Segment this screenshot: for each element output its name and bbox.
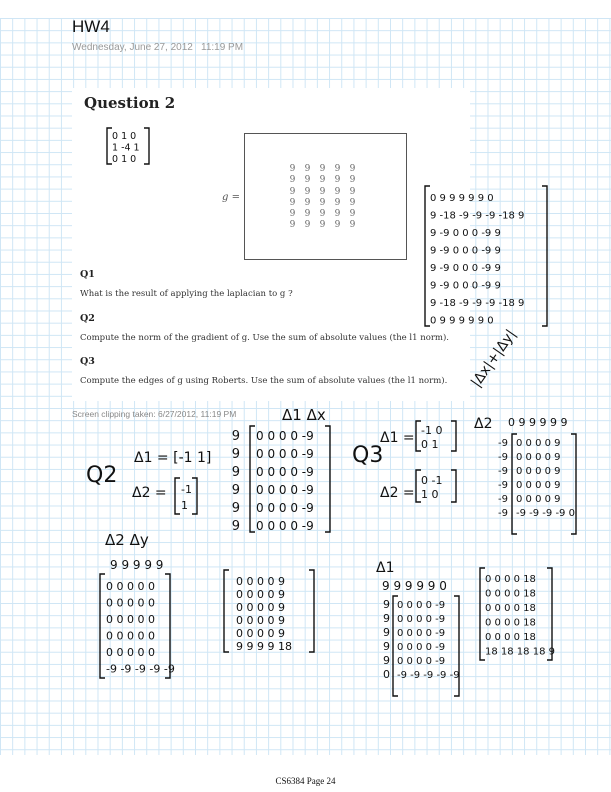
- dx-matrix-row: 0 0 0 0 -9: [256, 447, 314, 461]
- q3-d1-label: Δ1: [376, 560, 395, 576]
- laplacian-result-row: 9 -9 0 0 0 -9 9: [430, 245, 501, 257]
- q3-d1-left-value: 9: [383, 640, 390, 653]
- q3-d1-top-row: 9 9 9 9 9 0: [382, 579, 447, 593]
- q3-d1-left-value: 9: [383, 598, 390, 611]
- g-matrix-cell: 9: [349, 186, 356, 197]
- q3-label: Q3: [80, 356, 95, 367]
- dy-matrix-row: -9 -9 -9 -9 -9: [106, 662, 175, 676]
- g-matrix-cell: 9: [289, 220, 296, 231]
- dx-left-value: 9: [231, 447, 240, 462]
- q3-sum-matrix-row: 18 18 18 18 9: [485, 646, 555, 658]
- q1-text: What is the result of applying the laplacian to g ?: [80, 289, 293, 299]
- dy-matrix-row: 0 0 0 0 0: [106, 629, 155, 643]
- q3-d2-left-value: -9: [498, 452, 508, 463]
- g-matrix-cell: 9: [304, 197, 311, 208]
- q3-d2-left-value: -9: [498, 508, 508, 519]
- dy-matrix-row: 0 0 0 0 0: [106, 613, 155, 626]
- question-heading: Question 2: [84, 94, 176, 112]
- dx-left-value: 9: [231, 501, 240, 516]
- q3-d2-matrix-row: 0 0 0 0 9: [516, 494, 561, 505]
- g-matrix-cell: 9: [349, 175, 356, 186]
- q2-sum-matrix-row: 0 0 0 0 9: [236, 614, 285, 627]
- laplacian-kernel-row: 0 1 0: [112, 154, 137, 165]
- g-matrix-cell: 9: [289, 209, 296, 220]
- dy-top-row: 9 9 9 9 9: [110, 558, 164, 572]
- q3-sum-matrix-row: 0 0 0 0 18: [485, 588, 536, 600]
- laplacian-result-row: 9 -9 0 0 0 -9 9: [430, 263, 501, 274]
- laplacian-result-row: 9 -18 -9 -9 -9 -18 9: [430, 298, 525, 309]
- q3-delta1-label: Δ1 =: [380, 430, 415, 446]
- q2-sum-matrix-row: 0 0 0 0 9: [236, 575, 285, 588]
- g-matrix-cell: 9: [349, 197, 356, 208]
- q3-d1-left-value: 0: [383, 668, 390, 681]
- q3-d2-matrix-row: 0 0 0 0 9: [516, 438, 561, 449]
- q3-d1-matrix-row: 0 0 0 0 -9: [397, 642, 446, 653]
- dy-matrix-row: 0 0 0 0 0: [106, 596, 155, 610]
- g-matrix-cell: 9: [349, 164, 356, 174]
- q2-delta2-label: Δ2 =: [132, 485, 167, 501]
- g-label: g =: [222, 192, 240, 203]
- l1-norm-note: |Δx|+|Δy|: [468, 326, 520, 391]
- q3-d2-left-value: -9: [498, 494, 508, 505]
- q3-sum-matrix-row: 0 0 0 0 18: [485, 574, 536, 585]
- laplacian-result-row: 0 9 9 9 9 9 0: [430, 193, 494, 204]
- q3-d1-left-value: 9: [383, 654, 390, 667]
- g-matrix-cell: 9: [334, 197, 341, 208]
- q3-d1-matrix-row: 0 0 0 0 -9: [397, 600, 446, 611]
- dx-label: Δ1 Δx: [282, 406, 326, 424]
- q3-d2-matrix-row: 0 0 0 0 9: [516, 480, 561, 491]
- dx-matrix-row: 0 0 0 0 -9: [256, 429, 314, 443]
- laplacian-result-row: 9 -9 0 0 0 -9 9: [430, 228, 501, 239]
- g-matrix-cell: 9: [319, 186, 326, 197]
- q2-text: Compute the norm of the gradient of g. Use the sum of absolute values (the l1 norm).: [80, 333, 449, 343]
- g-matrix-cell: 9: [334, 220, 341, 231]
- q2-delta1: Δ1 = [-1 1]: [134, 450, 212, 466]
- g-matrix-cell: 9: [319, 197, 326, 208]
- g-matrix-cell: 9: [289, 186, 296, 197]
- g-matrix-cell: 9: [304, 175, 311, 186]
- q2-delta2-row: -1: [181, 483, 192, 496]
- g-matrix-cell: 9: [319, 209, 326, 220]
- g-matrix-cell: 9: [289, 175, 296, 186]
- q3-sum-matrix-row: 0 0 0 0 18: [485, 617, 536, 629]
- dx-matrix-row: 0 0 0 0 -9: [256, 465, 314, 479]
- q3-d1-matrix-row: 0 0 0 0 -9: [397, 656, 446, 667]
- laplacian-result-row: 0 9 9 9 9 9 0: [430, 315, 494, 327]
- q3-delta2-row: 1 0: [421, 488, 439, 501]
- dx-left-value: 9: [231, 429, 240, 444]
- g-matrix-cell: 9: [289, 197, 296, 208]
- dy-matrix-row: 0 0 0 0 0: [106, 580, 155, 593]
- dx-left-value: 9: [231, 465, 240, 480]
- dx-matrix-row: 0 0 0 0 -9: [256, 501, 314, 515]
- laplacian-result-row: 9 -18 -9 -9 -9 -18 9: [430, 210, 525, 222]
- q3-d1-left-value: 9: [383, 612, 390, 625]
- dx-matrix-row: 0 0 0 0 -9: [256, 483, 314, 497]
- g-matrix-cell: 9: [334, 164, 341, 174]
- laplacian-result-row: 9 -9 0 0 0 -9 9: [430, 280, 501, 292]
- page-date: Wednesday, June 27, 2012: [72, 42, 193, 53]
- q2-delta2-row: 1: [181, 499, 188, 512]
- g-matrix-cell: 9: [334, 209, 341, 220]
- laplacian-kernel-row: 0 1 0: [112, 131, 137, 142]
- g-matrix-cell: 9: [319, 175, 326, 186]
- q3-d2-matrix-row: -9 -9 -9 -9 0: [516, 508, 575, 519]
- q2-handwritten-label: Q2: [86, 463, 118, 488]
- page-title: HW4: [72, 17, 110, 36]
- q3-delta1-row: -1 0: [421, 424, 443, 437]
- page-footer: CS6384 Page 24: [275, 776, 336, 786]
- g-matrix-cell: 9: [304, 186, 311, 197]
- g-matrix-cell: 9: [334, 175, 341, 186]
- g-matrix-cell: 9: [319, 220, 326, 231]
- q1-label: Q1: [80, 269, 95, 280]
- q3-d2-matrix-row: 0 0 0 0 9: [516, 452, 561, 463]
- q2-sum-matrix-row: 0 0 0 0 9: [236, 601, 285, 614]
- q3-delta1-row: 0 1: [421, 438, 439, 451]
- page-time: 11:19 PM: [201, 42, 244, 53]
- q3-d1-left-value: 9: [383, 626, 390, 639]
- q2-label: Q2: [80, 313, 95, 324]
- q3-sum-matrix-row: 0 0 0 0 18: [485, 603, 536, 614]
- q3-d2-matrix-row: 0 0 0 0 9: [516, 466, 561, 477]
- q3-delta2-row: 0 -1: [421, 474, 443, 487]
- q3-d2-left-value: -9: [498, 466, 508, 477]
- g-matrix-cell: 9: [334, 186, 341, 197]
- q3-d2-left-value: -9: [498, 480, 508, 491]
- dy-label: Δ2 Δy: [105, 531, 149, 549]
- q3-d1-matrix-row: 0 0 0 0 -9: [397, 614, 446, 625]
- dx-left-value: 9: [231, 519, 240, 534]
- q3-handwritten-label: Q3: [352, 443, 384, 468]
- laplacian-kernel-row: 1 -4 1: [112, 142, 140, 154]
- dx-matrix-row: 0 0 0 0 -9: [256, 519, 314, 533]
- q3-text: Compute the edges of g using Roberts. Use the sum of absolute values (the l1 norm).: [80, 376, 448, 386]
- q3-d1-matrix-row: 0 0 0 0 -9: [397, 628, 446, 639]
- q3-sum-matrix-row: 0 0 0 0 18: [485, 632, 536, 643]
- clipping-caption: Screen clipping taken: 6/27/2012, 11:19 PM: [72, 409, 237, 419]
- g-matrix-cell: 9: [349, 209, 356, 220]
- g-matrix-cell: 9: [304, 164, 311, 174]
- g-matrix-cell: 9: [304, 220, 311, 231]
- q2-sum-matrix-row: 0 0 0 0 9: [236, 627, 285, 640]
- g-matrix-cell: 9: [349, 220, 356, 231]
- dx-left-value: 9: [231, 483, 240, 498]
- dy-matrix-row: 0 0 0 0 0: [106, 646, 155, 659]
- q3-d2-label: Δ2: [474, 416, 493, 432]
- g-matrix-cell: 9: [289, 164, 296, 174]
- q3-d2-left-value: -9: [498, 438, 508, 449]
- g-matrix-cell: 9: [304, 209, 311, 220]
- q3-delta2-label: Δ2 =: [380, 485, 415, 501]
- g-matrix-cell: 9: [319, 164, 326, 174]
- q3-d2-top-row: 0 9 9 9 9 9: [508, 416, 568, 429]
- q2-sum-matrix-row: 0 0 0 0 9: [236, 588, 285, 601]
- q2-sum-matrix-row: 9 9 9 9 18: [236, 640, 292, 653]
- q3-d1-matrix-row: -9 -9 -9 -9 -9: [397, 670, 460, 681]
